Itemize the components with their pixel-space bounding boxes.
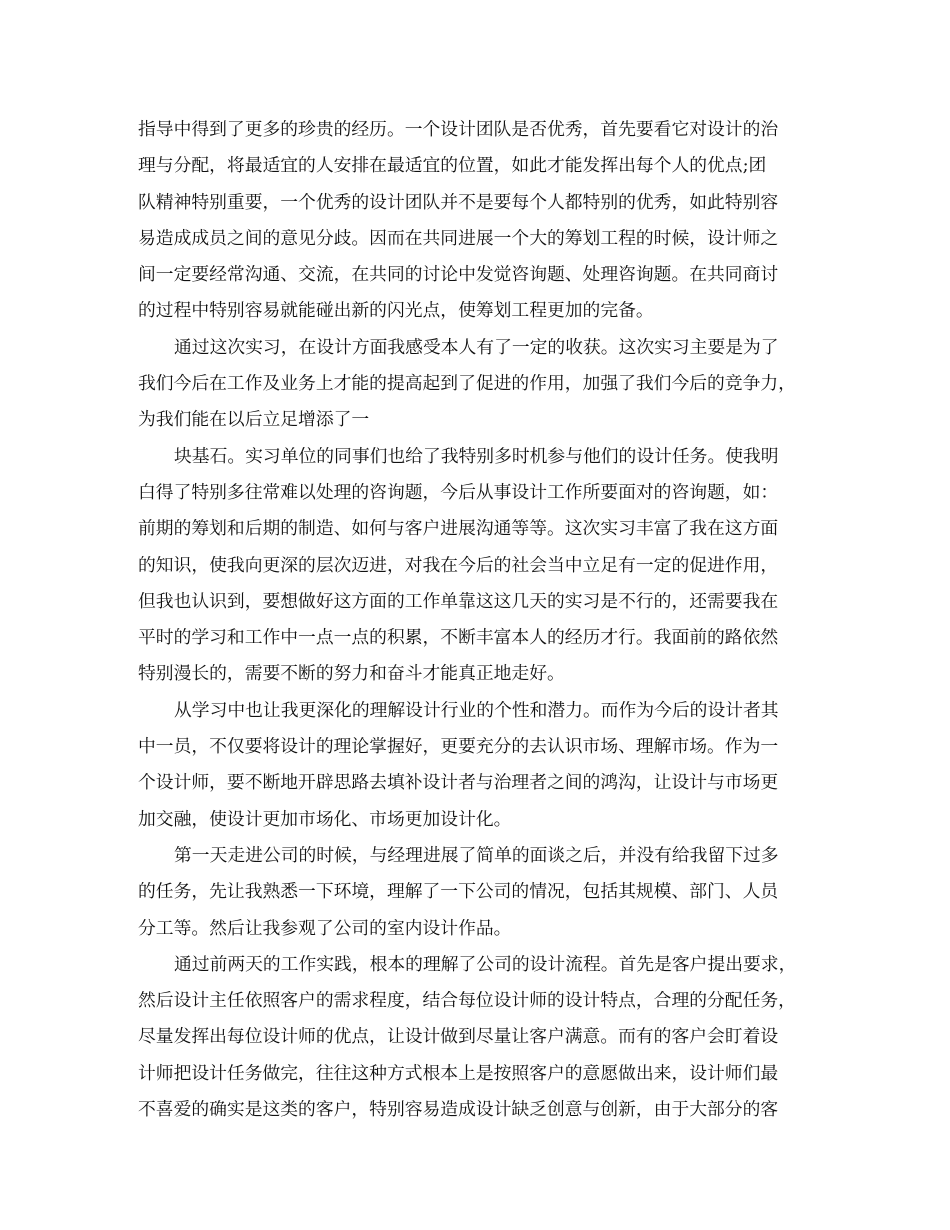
text-line: 不喜爱的确实是这类的客户，特别容易造成设计缺乏创意与创新，由于大部分的客 [138,1099,779,1121]
text-line: 易造成成员之间的意见分歧。因而在共同进展一个大的筹划工程的时候，设计师之 [138,227,779,249]
text-line: 前期的筹划和后期的制造、如何与客户进展沟通等等。这次实习丰富了我在这方面 [138,518,779,540]
text-line: 的过程中特别容易就能碰出新的闪光点，使筹划工程更加的完备。 [138,300,654,322]
paragraph-3 [138,439,818,693]
document-body [138,112,818,1128]
text-line: 第一天走进公司的时候，与经理进展了简单的面谈之后，并没有给我留下过多 [174,844,779,866]
text-line: 个设计师，要不断地开辟思路去填补设计者与治理者之间的鸿沟，让设计与市场更 [138,772,779,794]
text-line: 从学习中也让我更深化的理解设计行业的个性和潜力。而作为今后的设计者其 [174,699,779,721]
text-line: 计师把设计任务做完，往往这种方式根本上是按照客户的意愿做出来，设计师们最 [138,1062,779,1084]
paragraph-1 [138,112,818,330]
text-line: 平时的学习和工作中一点一点的积累，不断丰富本人的经历才行。我面前的路依然 [138,627,779,649]
text-line: 然后设计主任依照客户的需求程度，结合每位设计师的设计特点，合理的分配任务， [138,990,796,1012]
text-line: 中一员，不仅要将设计的理论掌握好，更要充分的去认识市场、理解市场。作为一 [138,736,779,758]
text-line: 的任务，先让我熟悉一下环境，理解了一下公司的情况，包括其规模、部门、人员 [138,881,779,903]
text-line: 块基石。实习单位的同事们也给了我特别多时机参与他们的设计任务。使我明 [174,445,779,467]
text-line: 间一定要经常沟通、交流，在共同的讨论中发觉咨询题、处理咨询题。在共同商讨 [138,264,779,286]
text-line: 尽量发挥出每位设计师的优点，让设计做到尽量让客户满意。而有的客户会盯着设 [138,1026,779,1048]
text-line: 通过前两天的工作实践，根本的理解了公司的设计流程。首先是客户提出要求， [174,953,797,975]
text-line: 的知识，使我向更深的层次迈进，对我在今后的社会当中立足有一定的促进作用， [138,554,779,576]
text-line: 加交融，使设计更加市场化、市场更加设计化。 [138,808,512,830]
text-line: 白得了特别多往常难以处理的咨询题，今后从事设计工作所要面对的咨询题，如： [138,481,779,503]
paragraph-6 [138,947,818,1128]
text-line: 通过这次实习，在设计方面我感受本人有了一定的收获。这次实习主要是为了 [174,336,779,358]
text-line: 队精神特别重要，一个优秀的设计团队并不是要每个人都特别的优秀，如此特别容 [138,191,779,213]
text-line: 分工等。然后让我参观了公司的室内设计作品。 [138,917,512,939]
text-line: 但我也认识到，要想做好这方面的工作单靠这这几天的实习是不行的，还需要我在 [138,590,779,612]
text-line: 理与分配，将最适宜的人安排在最适宜的位置，如此才能发挥出每个人的优点;团 [138,155,767,177]
paragraph-2 [138,330,818,439]
text-line: 我们今后在工作及业务上才能的提高起到了促进的作用，加强了我们今后的竞争力， [138,373,796,395]
paragraph-5 [138,838,818,947]
paragraph-4 [138,693,818,838]
text-line: 指导中得到了更多的珍贵的经历。一个设计团队是否优秀，首先要看它对设计的治 [138,119,779,140]
text-line: 为我们能在以后立足增添了一 [138,409,370,431]
text-line: 特别漫长的，需要不断的努力和奋斗才能真正地走好。 [138,663,565,685]
